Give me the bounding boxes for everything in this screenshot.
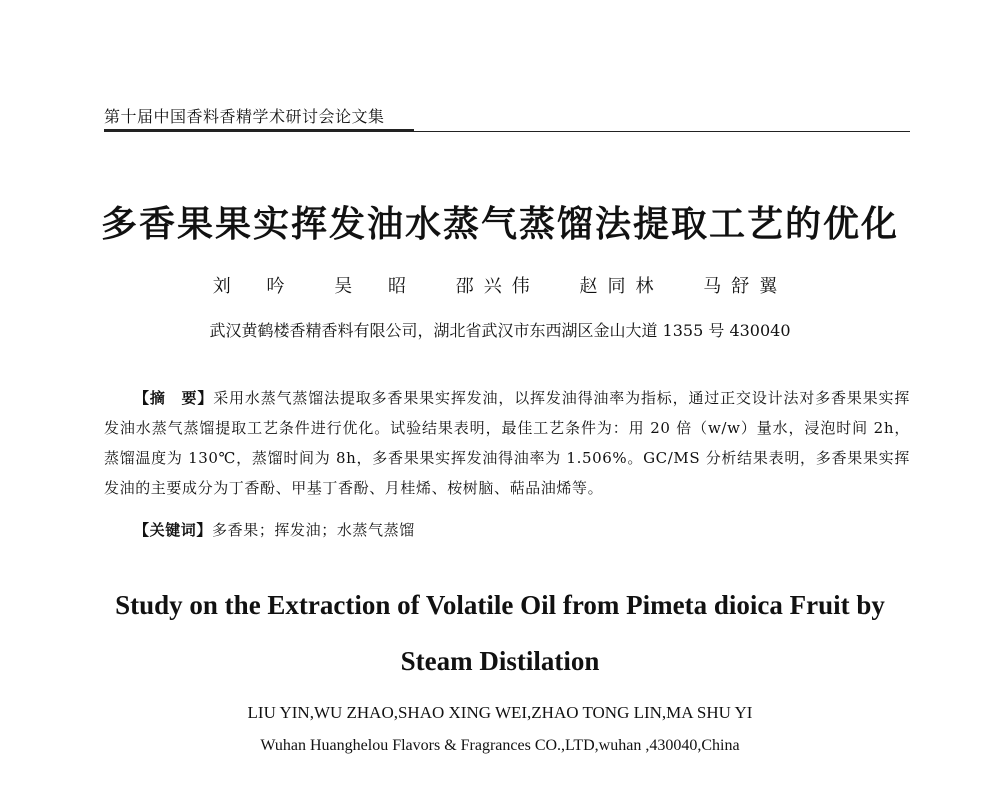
keywords-text: 多香果；挥发油；水蒸气蒸馏 (212, 521, 415, 539)
keywords-zh (134, 519, 415, 540)
abstract-text: 采用水蒸气蒸馏法提取多香果果实挥发油，以挥发油得油率为指标，通过正交设计法对多香果果实挥发油水蒸气蒸馏提取工艺条件进行优化。试验结果表明，最佳工艺条件为：用 20 倍（w/w）量水，浸泡时间 2h，蒸馏温度为 130℃，蒸馏时间为 8h，多香果果实挥发油得油率为 1.506%。GC/MS 分析结果表明，多香果果实挥发油的主要成分为丁香酚、甲基丁香酚、月桂烯、桉树脑、萜品油烯等。 (104, 389, 910, 497)
running-header: 第十届中国香料香精学术研讨会论文集 (104, 107, 385, 126)
author-zh: 马舒翼 (703, 276, 788, 297)
abstract-label: 【摘 要】 (134, 389, 214, 407)
paper-title-en-line2: Steam Distilation (400, 646, 600, 676)
affiliation-en: Wuhan Huanghelou Flavors & Fragrances CO.,LTD,wuhan ,430040,China (260, 737, 740, 754)
affiliation-zh: 武汉黄鹤楼香精香料有限公司，湖北省武汉市东西湖区金山大道 1355 号 430040 (209, 321, 791, 340)
header-rule (104, 131, 910, 132)
author-zh: 刘 吟 (212, 276, 295, 297)
author-list-zh (0, 272, 1000, 298)
keywords-label: 【关键词】 (134, 521, 213, 539)
author-zh: 邵兴伟 (455, 276, 540, 297)
paper-title-en-line1: Study on the Extraction of Volatile Oil from Pimeta dioica Fruit by (115, 590, 885, 620)
author-list-en: LIU YIN,WU ZHAO,SHAO XING WEI,ZHAO TONG LIN,MA SHU YI (247, 703, 753, 722)
author-zh: 赵同林 (579, 276, 664, 297)
author-zh: 吴 昭 (334, 276, 416, 297)
abstract-zh (104, 383, 910, 503)
paper-title-zh: 多香果果实挥发油水蒸气蒸馏法提取工艺的优化 (100, 204, 899, 245)
